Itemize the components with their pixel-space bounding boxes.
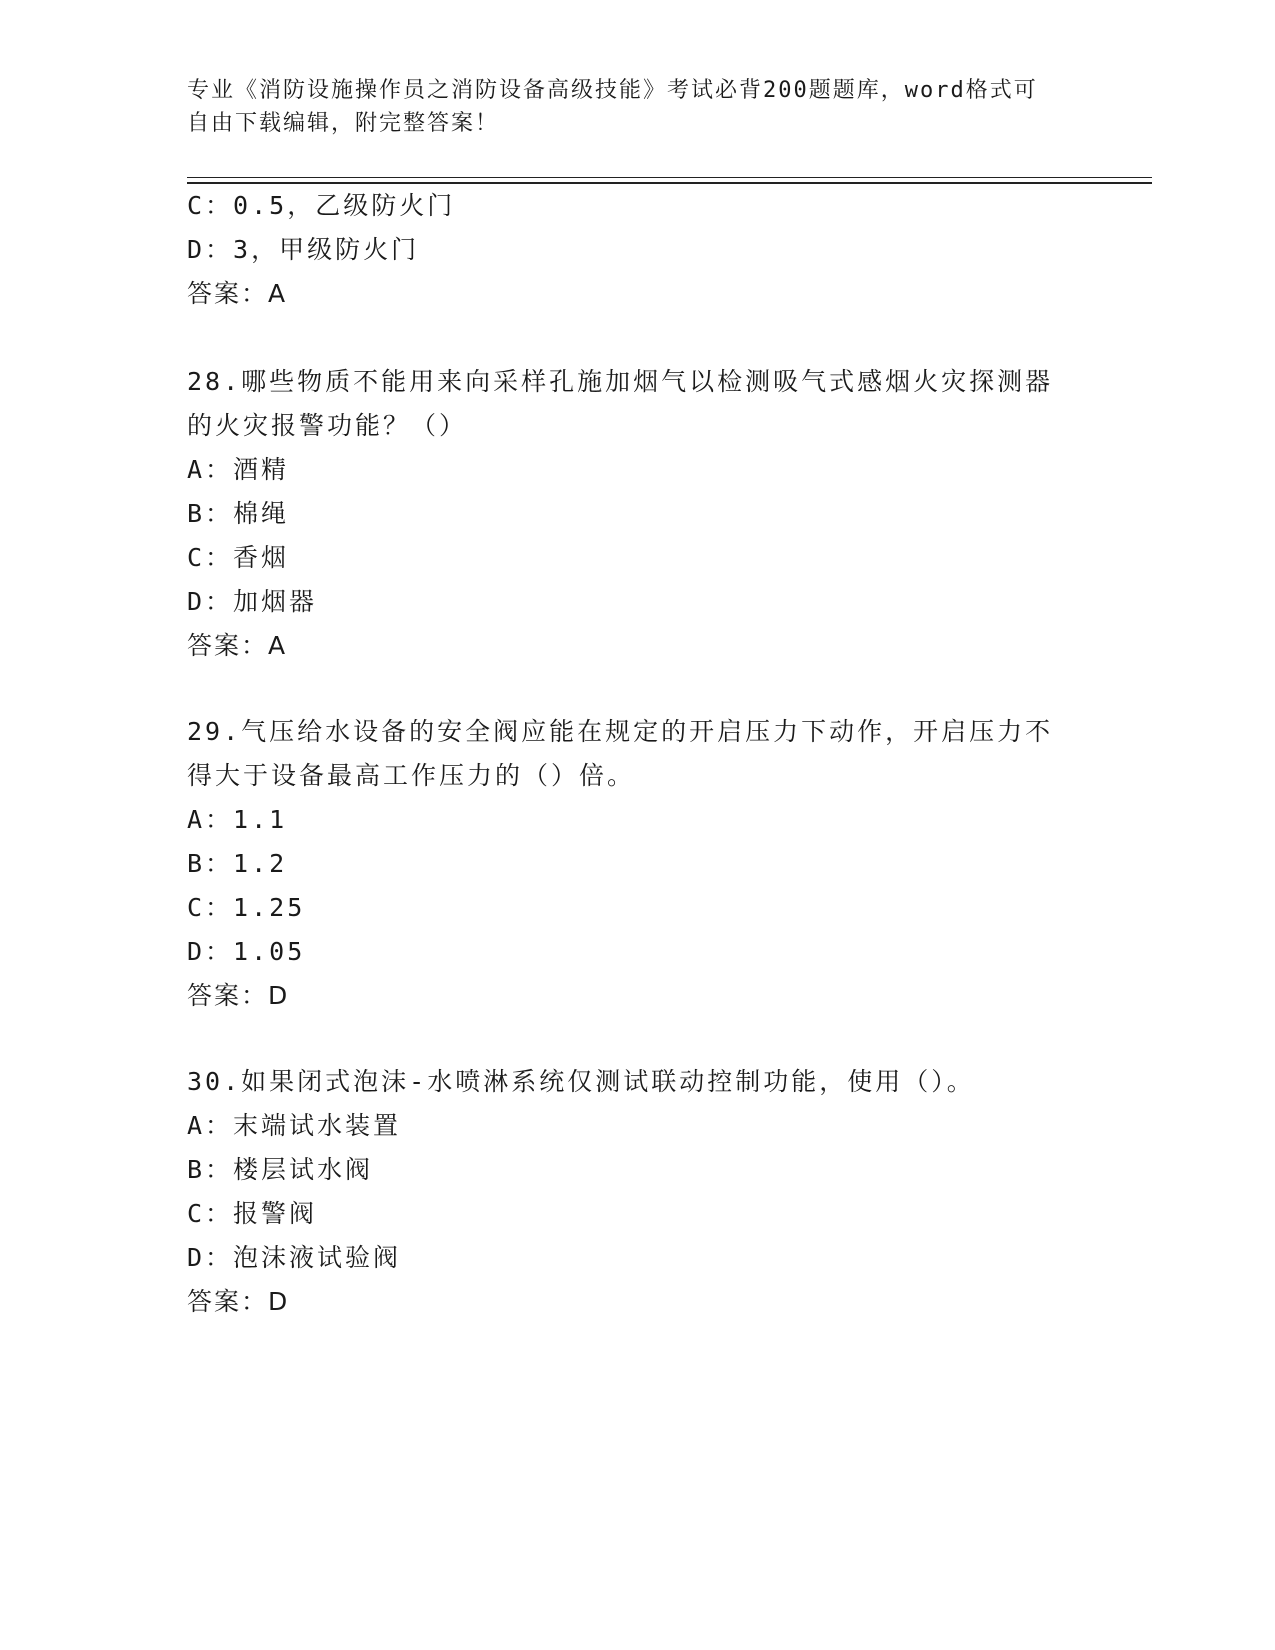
header-line-1: 专业《消防设施操作员之消防设备高级技能》考试必背200题题库，word格式可 bbox=[187, 78, 1038, 103]
header-rule-thin bbox=[187, 177, 1152, 178]
header-rule-thick bbox=[187, 182, 1152, 184]
question-30-option-a: A：末端试水装置 bbox=[187, 1111, 402, 1140]
question-29-line-1: 29.气压给水设备的安全阀应能在规定的开启压力下动作，开启压力不 bbox=[187, 717, 1054, 746]
question-28-answer: 答案：A bbox=[187, 631, 288, 660]
question-28-option-d: D：加烟器 bbox=[187, 587, 318, 616]
question-29-option-a: A：1.1 bbox=[187, 805, 288, 834]
question-30-answer: 答案：D bbox=[187, 1287, 290, 1316]
question-30-option-c: C：报警阀 bbox=[187, 1199, 318, 1228]
question-28-option-a: A：酒精 bbox=[187, 455, 290, 484]
question-28-line-2: 的火灾报警功能？（） bbox=[187, 411, 468, 440]
question-29-answer: 答案：D bbox=[187, 981, 290, 1010]
question-28-option-c: C：香烟 bbox=[187, 543, 290, 572]
question-30-option-b: B：楼层试水阀 bbox=[187, 1155, 374, 1184]
document-header bbox=[187, 74, 1087, 140]
header-line-2: 自由下载编辑，附完整答案！ bbox=[187, 111, 500, 136]
question-29-line-2: 得大于设备最高工作压力的（）倍。 bbox=[187, 761, 636, 790]
option-c: C：0.5，乙级防火门 bbox=[187, 191, 456, 220]
option-d: D：3，甲级防火门 bbox=[187, 235, 420, 264]
question-29-option-d: D：1.05 bbox=[187, 937, 306, 966]
question-30-line-1: 30.如果闭式泡沫-水喷淋系统仅测试联动控制功能，使用（）。 bbox=[187, 1067, 975, 1096]
question-28-line-1: 28.哪些物质不能用来向采样孔施加烟气以检测吸气式感烟火灾探测器 bbox=[187, 367, 1054, 396]
answer-text: 答案：A bbox=[187, 279, 288, 308]
question-28-option-b: B：棉绳 bbox=[187, 499, 290, 528]
question-29-option-c: C：1.25 bbox=[187, 893, 306, 922]
question-29-option-b: B：1.2 bbox=[187, 849, 288, 878]
question-30-option-d: D：泡沫液试验阀 bbox=[187, 1243, 402, 1272]
